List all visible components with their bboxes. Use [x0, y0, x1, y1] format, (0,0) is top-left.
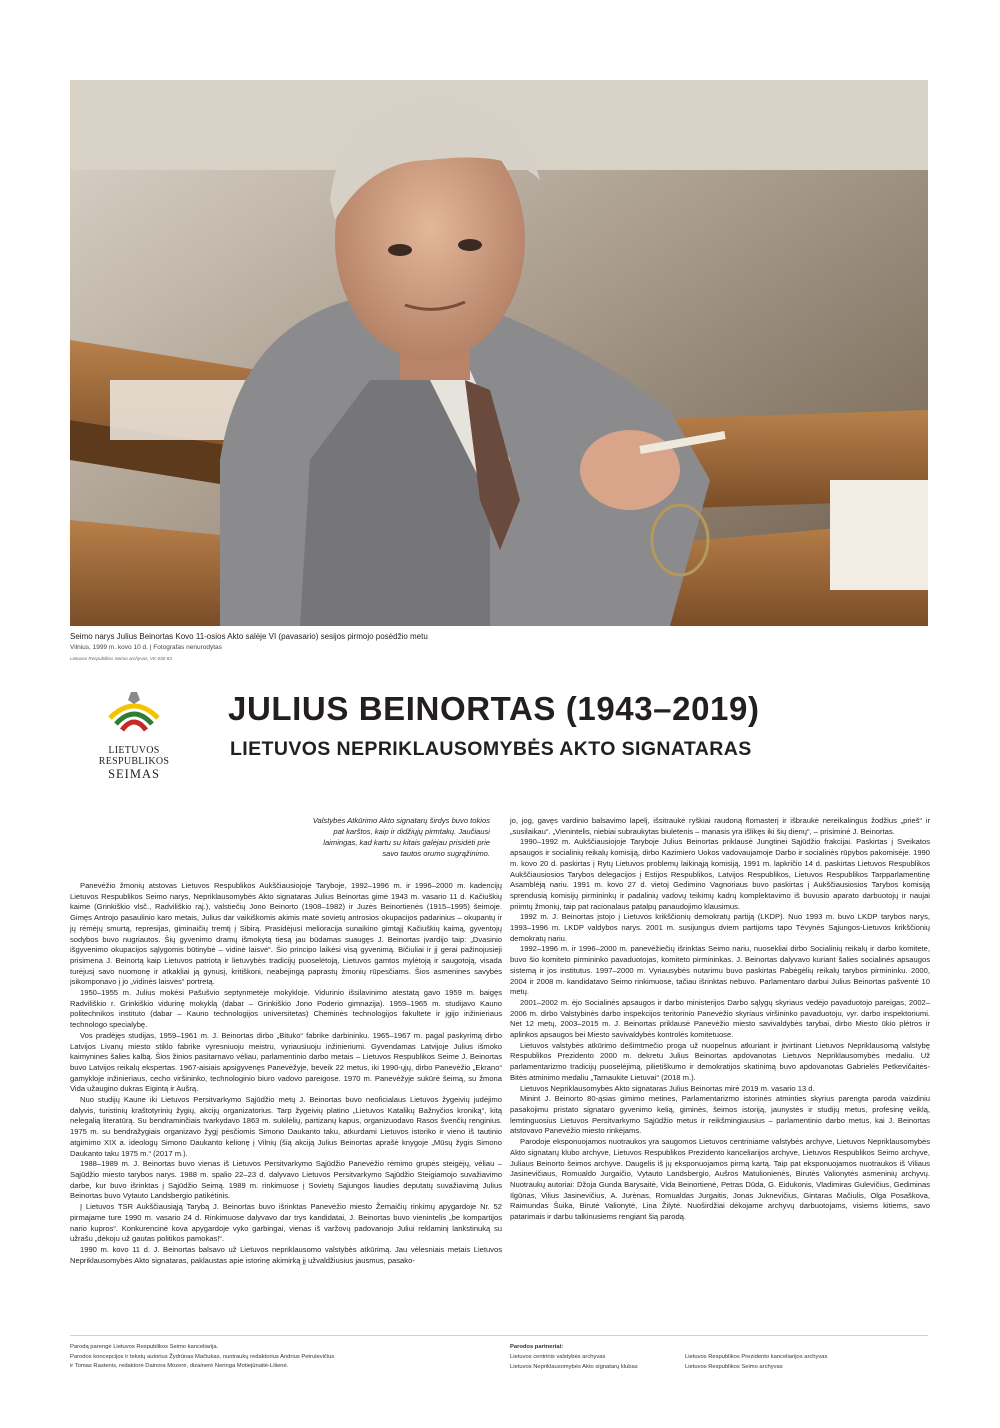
page-subtitle: LIETUVOS NEPRIKLAUSOMYBĖS AKTO SIGNATARAS — [230, 738, 752, 760]
photo-caption: Seimo narys Julius Beinortas Kovo 11-osios Akto salėje VI (pavasario) sesijos pirmojo posėdžio metu — [70, 632, 428, 641]
partner-item: Lietuvos Nepriklausomybės Akto signatarų klubas — [510, 1363, 638, 1370]
paragraph: Minint J. Beinorto 80-ąsias gimimo metines, Parlamentarizmo istorinės atminties skyrius parengta paroda vaizdiniu pasakojimu pristato signataro gyvenimo kelią, giminės, šeimos istoriją, jaunystės ir studijų metus, profesinę veiklą, lemtinguosius Lietuvos Persitvarkymo Sąjūdžio metus ir reikšmingiausius – parlamentinio darbo metus, kai J. Beinortas atstovavo Panevėžio miesto rinkėjams. — [510, 1094, 930, 1136]
paragraph: 1950–1955 m. Julius mokėsi Pašušvio septynmetėje mokykloje. Vidurinio išsilavinimo atestatą gavo 1959 m. baigęs Radviliškio r. Grinkiškio vidurinę mokyklą (dabar – Grinkiškio Jono Poderio gimnazija). 1959–1965 m. studijavo Kauno politechnikos instituto (dabar – Kauno technologijos universitetas) Cheminės technologijos fakultete ir įgijo inžinieriaus technologo specialybę. — [70, 988, 502, 1030]
paragraph: Panevėžio žmonių atstovas Lietuvos Respublikos Aukščiausiojoje Taryboje, 1992–1996 m. ir 1996–2000 m. kadencijų Lietuvos Respublikos Seimo narys, Nepriklausomybės Akto signataras Julius Beinortas gimė 1943 m. vasario 11 d. Kačiuškių kaime (Grinkiškio vlsč., Radviliškio raj.), valstiečių Jono Beinorto (1908–1982) ir Juzės Beinortienės (1915–1995) šeimoje. Gimęs Antrojo pasaulinio karo metais, Julius dar vaikiškomis akimis matė sovietų antrosios okupacijos padarinius – okupantų ir jų rėmėjų smurtą, represijas, giminaičių tremtį į Sibirą. Prasidėjusi melioracija sunaikino gimtąjį Kačiuškių kaimą, gyventojų sodybos buvo nugriautos. Šių gyvenimo dramų išmokytą tiesą jau būdamas suaugęs J. Beinortas įvardijo taip: „Dvasinio išgyvenimo okupacijos sąlygomis būtinybė – vidinė laisvė“. Šio principo laikėsi visą gyvenimą. Bičiuliai ir jį gerai pažinojusieji prisimena J. Beinortą kaip Lietuvos patriotą ir lietuvybės tradicijų puoselėtoją, Lietuvos gamtos mylėtoją ir saugotoją, visada turėjusį savo nuomonę ir atkakliai ją gynusį, kritiškoni, neabejingą paprastų žmonių rūpesčiams. Šios asmenines savybės jsikomponavo į jo „vidinės laisvės“ portretą. — [70, 881, 502, 987]
seimas-emblem-icon — [104, 690, 164, 736]
seimas-logo — [86, 690, 182, 782]
epigraph-quote: Valstybės Atkūrimo Akto signatarų širdys buvo tokios pat karštos, kaip ir didžiųjų pirmtakų. Jaučiausi laimingas, kad kartu su kitais galėjau prisidėti prie savo tautos orumo sugrąžinimo. — [312, 816, 490, 858]
portrait-photo — [70, 80, 928, 626]
partner-item: Lietuvos Respublikos Prezidento kanceliarijos archyvas — [685, 1354, 828, 1360]
footer-credits — [70, 1343, 430, 1372]
paragraph: Vos pradėjęs studijas, 1959–1961 m. J. Beinortas dirbo „Bituko“ fabrike darbininku. 1965–1967 m. pagal paskyrimą dirbo Latvijos Livanų miesto stiklo fabrike vyresniuoju meistru, vyriausiuoju inžinieriumi. Gyvendamas Latvijoje Julius išmoko kaimynines šalies kalbą. Šios žinios pasitarnavo vėliau, parlamentinio darbo metais – Lietuvos Respublikos Seime J. Beinortas buvo Latvijos reikalų ekspertas. 1967-aisiais apsigyvenęs Panevėžyje, beveik 22 metus, iki 1990-ųjų, dirbo Panevėžio „Ekrano“ gamykloje inžinieriaus, cecho viršininko, technologinio biuro vadovo pareigose. 1970 m. Panevėžyje sukūrė šeimą, su žmona Vida užaugino dukras Eigintą ir Aušrą. — [70, 1030, 502, 1094]
paragraph: Parodoje eksponuojamos nuotraukos yra saugomos Lietuvos centriniame valstybės archyve, Lietuvos Nepriklausomybės Akto signatarų klubo archyve, Lietuvos Respublikos Prezidento kanceliarijos archyve, Lietuvos Respublikos Seimo archyve, Juliaus Beinorto šeimos archyve. Daugelis iš jų eksponuojamos pirmą kartą. Taip pat eksponuojamos nuotraukos iš Viliaus Jasinevičiaus, Romualdo Jurgaičio, Vytauto Landsbergio, Aušros Matulionienės, Birutės Valionytės asmeninių archyvų. Nuotraukų autoriai: Džoja Gunda Barysaitė, Vida Beinortienė, Petras Dūda, G. Eidukonis, Vladimiras Gulevičius, Gediminas Ilgūnas, Vilius Jasinevičius, A. Jurėnas, Romualdas Jurgaitis, Jonas Juknevičius, Gintaras Mačiulis, Olga Posaškova, Raimundas Šuika, Birutė Valionytė, Lina Žilytė. Nuoširdžiai dėkojame archyvų darbuotojams, visiems kitiems, savo patarimais ir darbu talkinusiems rengiant šią parodą. — [510, 1137, 930, 1222]
paragraph: 1988–1989 m. J. Beinortas buvo vienas iš Lietuvos Persitvarkymo Sąjūdžio Panevėžio rėmimo grupės steigėjų, vėliau – Sąjūdžio miesto tarybos narys. 1988 m. spalio 22–23 d. dalyvavo Lietuvos Persitvarkymo Sąjūdžio Steigiamojo suvažiavimo darbe, kur buvo išrinktas į Sąjūdžio Seimą. 1989 m. rinkimuose į Sovietų Sąjungos liaudies deputatų suvažiavimą Julius Beinortas buvo Vytauto Landsbergio patikėtinis. — [70, 1159, 502, 1201]
paragraph: Į Lietuvos TSR Aukščiausiąją Tarybą J. Beinortas buvo išrinktas Panevėžio miesto Žemaičių rinkimų apygardoje Nr. 52 pirmajame ture 1990 m. vasario 24 d. Rinkimuose dalyvavo dar trys kandidatai, J. Beinortas buvo vienintelis „be kompartijos nario kupros“. Konkurencinė kova apygardoje vyko garbingai, vienas iš varžovų padovanojo Juliui reklaminį lankstinuką su užrašu „dėkoju už gautas politikos pamokas!“. — [70, 1202, 502, 1244]
partners-title: Parodos partneriai: — [510, 1344, 564, 1350]
paragraph: 2001–2002 m. ėjo Socialinės apsaugos ir darbo ministerijos Darbo sąlygų skyriaus vedėjo pavaduotojo pareigas, 2002–2006 m. dirbo Valstybinės darbo inspekcijos teritorinio Panevėžio skyriaus viršininko pavaduotoju, vyr. darbo inspektoriumi. Net 12 metų, 2003–2015 m. J. Beinortas priklausė Panevėžio miesto savivaldybės tarybai, dirbo Miesto ūkio plėtros ir aplinkos apsaugos bei Miesto savivaldybės kontrolės komitetuose. — [510, 997, 930, 1040]
paragraph: 1990–1992 m. Aukščiausiojoje Taryboje Julius Beinortas priklausė Jungtinei Sąjūdžio frakcijai. Paskirtas į Sveikatos apsaugos ir socialinių reikalų komisiją, dirbo Kazimiero Uokos vadovaujamoje Darbo ir socialinės rūpybos pakomisėje. 1990 m. kovo 20 d. paskirtas į Rytų Lietuvos problemų laikinąją komisiją, 1991 m. lapkričio 14 d. paskirtas Lietuvos Respublikos Aukščiausiosios Tarybos delegacijos į Estijos Respublikos, Latvijos Respublikos, Lietuvos Respublikos Tarpparlamentinę Asamblėją nariu. 1991 m. kovo 27 d. vietoj Gedimino Vagnoriaus buvo paskirtas į Aukščiausiosios Tarybos komisiją sprendusią komisijų pirmininkų ir padalinių vadovų teikimų kadrų komplektavimo iš buvusio aparato darbuotojų ir naujai priimtų žmonių, taip pat racionalaus patalpų panaudojimo klausimus. — [510, 837, 930, 911]
paragraph: 1992–1996 m. ir 1996–2000 m. panevėžiečių išrinktas Seimo nariu, nuosekliai dirbo Socialinių reikalų ir darbo komitete, buvo šio komiteto pirmininko pavaduotojas, komiteto pirmininkas. J. Beinortas dalyvavo kuriant šalies socialinės apsaugos sistemą ir jos institutus. 1997–2000 m. Vyriausybės nutarimu buvo paskirtas Pabėgėlių reikalų tarybos pirmininku. 2000, 2004 ir 2008 m. kandidatavo Seimo rinkimuose, tačiau išrinktas nebuvo. Parlamentaro darbui Julius Beinortas pašventė 10 metų. — [510, 944, 930, 997]
text-column-left — [70, 881, 502, 1266]
page-title: JULIUS BEINORTAS (1943–2019) — [228, 690, 760, 727]
credit-line: ir Tomas Rastenis, redaktorė Dainora Mozerė, dizainerė Neringa Motiejūnaitė-Lilienė. — [70, 1363, 289, 1369]
credit-line: Parodos koncepcijos ir tekstų autorius Žydrūnas Mačiukas, nuotraukų redaktorius Andrius Petrulevičius — [70, 1353, 335, 1360]
logo-line2: SEIMAS — [108, 767, 160, 781]
paragraph: Lietuvos Nepriklausomybės Akto signataras Julius Beinortas mirė 2019 m. vasario 13 d. — [520, 1083, 815, 1093]
paragraph: 1990 m. kovo 11 d. J. Beinortas balsavo už Lietuvos nepriklausomo valstybės atkūrimą. Jau vėlesniais metais Lietuvos Nepriklausomybės Akto signataras, paklaustas apie istorinę akimirką jį užvaldžiusius jausmus, pasako- — [70, 1244, 502, 1265]
partner-item: Lietuvos centrinis valstybės archyvas — [510, 1354, 606, 1360]
paragraph: Nuo studijų Kaune iki Lietuvos Persitvarkymo Sąjūdžio metų J. Beinortas buvo neoficialaus Lietuvos žygeivių judėjimo dalyvis, turistinių kraštotyrinių žygių, akcijų organizatorius. Tarp žygeivių platino „Lietuvos Katalikų Bažnyčios kroniką“, kitą nelegalią literatūrą. Su bendraminčiais tvarkydavo 1863 m. sukilėlių, partizanų kapus, organizuodavo Rasos švenčių renginius. 1975 m. su bendražygiais organizavo žygį pėsčiomis Simono Daukanto taku, atkurdami Lietuvos istorikо ir vieno iš tautinio atgimimo XIX a. ideologų Simono Daukanto kelionę į Vilnių (šią akciją Julius Beinortas aprašė knygoje „Mūsų žygis Simono Daukanto taku 1975 m.“ (2017 m.). — [70, 1095, 502, 1158]
paragraph: 1992 m. J. Beinortas įstojo į Lietuvos krikščionių demokratų partiją (LKDP). Nuo 1993 m. buvo LKDP tarybos narys, 1993–1996 m. LKDP valdybos narys. 2001 m. susijungus dviem partijoms tapo Tėvynės Sąjungos-Lietuvos krikščionių demokratų nariu. — [510, 912, 930, 943]
partner-item: Lietuvos Respublikos Seimo archyvas — [685, 1363, 783, 1370]
footer-divider — [70, 1335, 928, 1336]
partners-list-2 — [685, 1353, 827, 1372]
paragraph: jo, jog, gavęs vardinio balsavimo lapelį, išsitraukė ryškiai raudoną flomasterį ir išbraukė nereikalingus žodžius „prieš“ ir „susilaikau“. „Vienintelis, niebiai subraukytas biuletenis – manasis yra išlikęs iki šių dienų“, – prisiminė J. Beinortas. — [510, 816, 930, 836]
credit-line: Parodą parengė Lietuvos Respublikos Seimo kanceliarija. — [70, 1344, 219, 1350]
photo-meta: Vilnius, 1999 m. kovo 10 d. | Fotografas nenurodytas — [70, 644, 222, 651]
logo-line1: LIETUVOS RESPUBLIKOS — [98, 745, 170, 767]
photo-archive: Lietuvos Respublikos Seimo archyvas, VK-030-83 — [70, 656, 172, 661]
paragraph: Lietuvos valstybės atkūrimo dešimtmečio proga už nuopelnus atkuriant ir įtvirtinant Lietuvos Nepriklausomą valstybę Respublikos Prezidento 2000 m. dekretu Julius Beinortas apdovanotas Lietuvos Nepriklausomybės medaliu. Už parlamentarizmo tradicijų puoselėjimą, pilietiškumo ir demokratijos skatinimą buvo apdovanotas Gabrielės Petkevičaitės-Bitės atminimo medaliu „Tarnaukite Lietuvai“ (2018 m.). — [510, 1040, 930, 1082]
partners-list-1 — [510, 1353, 638, 1372]
text-column-right — [510, 816, 930, 1223]
